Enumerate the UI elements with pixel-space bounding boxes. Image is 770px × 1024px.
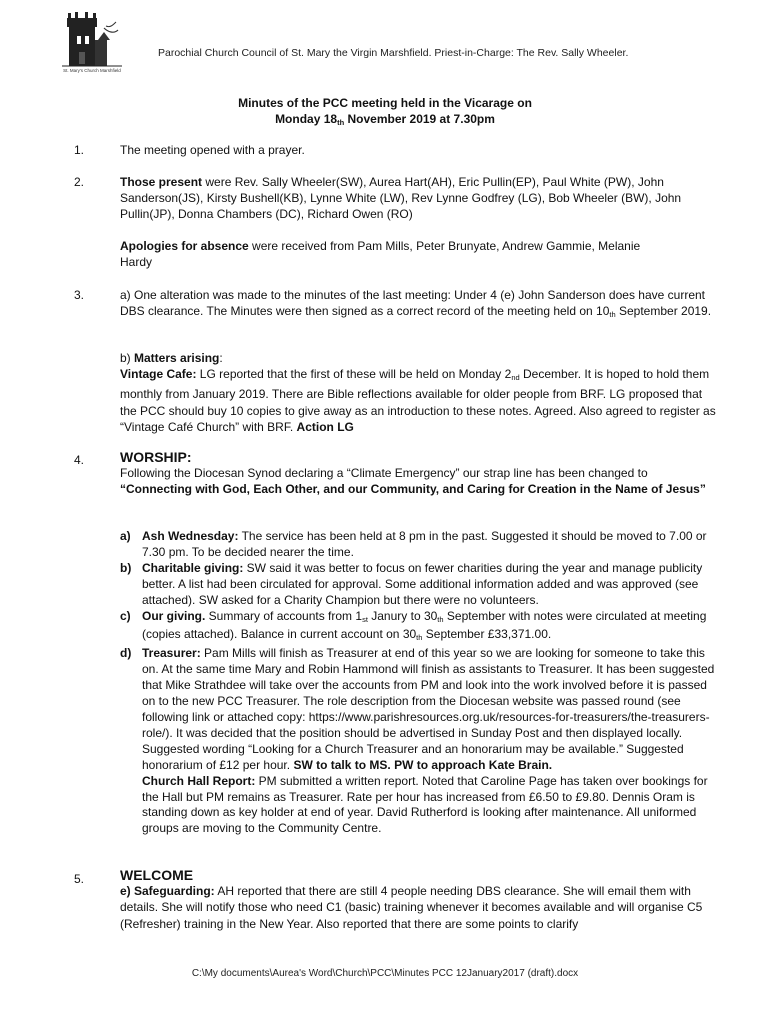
attendance-section <box>120 174 720 223</box>
document-title: Minutes of the PCC meeting held in the Vicarage on <box>238 96 532 110</box>
item-letter: d) <box>120 646 132 661</box>
church-tower-icon <box>60 8 124 68</box>
our-giving-text: Summary of accounts from 1 <box>205 608 363 623</box>
our-giving-text-4: September £33,371.00. <box>422 627 552 642</box>
matters-arising <box>120 350 720 435</box>
vintage-cafe-text-2: December. It is hoped to hold them monthly from January 2019. There are Bible reflections available for older people from BRF. LG proposed that the PCC should buy 10 copies to give away as an introduction to these notes. Agreed. Also agreed to register as “Vintage Café Church” with BRF. <box>120 367 716 434</box>
matters-label: Matters arising <box>134 351 220 365</box>
charitable-giving-label: Charitable giving: <box>142 560 244 575</box>
present-paragraph <box>120 174 720 223</box>
our-giving-label: Our giving. <box>142 608 206 623</box>
list-item <box>120 529 720 561</box>
worship-heading: WORSHIP: <box>120 449 192 465</box>
worship-items <box>120 529 720 837</box>
worship-section <box>120 449 720 498</box>
alteration-sup: th <box>609 310 616 320</box>
footer-file-path: C:\My documents\Aurea's Word\Church\PCC\Minutes PCC 12January2017 (draft).docx <box>191 968 579 979</box>
ash-wednesday-label: Ash Wednesday: <box>142 529 239 543</box>
item-letter: b) <box>120 560 132 575</box>
our-giving-sup: st <box>362 614 368 624</box>
meeting-date <box>0 110 770 132</box>
item-letter: a) <box>120 529 131 543</box>
item-number: 4. <box>74 453 85 467</box>
church-logo <box>60 8 124 76</box>
treasurer-text: Pam Mills will finish as Treasurer at end of this year so we are looking for someone to take this on. At the same time Mary and Robin Hammond will finish as assistants to Treasurer. It has been suggested that Mike Strathdee will take over the accounts from PM and look into the work involved before it is passed on to the new PCC Treasurer. The role description from the Diocesan website was passed round (see following link or attached copy: https://www.parishresources.org.uk/resources-for-treasurers/the-treasurers-role/). It was decided that the position should be advertised in Sunday Post and then displayed locally. Suggested wording “Looking for a Church Treasurer and an honorarium may be available.” Suggested honorarium of £12 per hour. <box>142 646 715 772</box>
vintage-cafe-text: LG reported that the first of these will be held on Monday 2 <box>196 367 512 382</box>
strapline: “Connecting with God, Each Other, and our Community, and Caring for Creation in the Name of Jesus” <box>120 482 706 497</box>
logo-caption: St. Mary's Church Marshfield <box>63 68 121 73</box>
meeting-date-sup: th <box>337 118 345 127</box>
treasurer-action: SW to talk to MS. PW to approach Kate Brain. <box>293 757 553 772</box>
opening-prayer-text: The meeting opened with a prayer. <box>120 143 305 157</box>
welcome-heading: WELCOME <box>120 867 194 883</box>
ash-wednesday-text: The service has been held at 8 pm in the past. Suggested it should be moved to 7.00 or 7.30 pm. To be decided nearer the time. <box>142 529 707 559</box>
church-hall-report <box>142 774 720 838</box>
meeting-date-text: Monday 18 <box>275 112 338 126</box>
apologies-section <box>120 238 660 270</box>
matters-colon: : <box>219 351 223 365</box>
safeguarding-paragraph <box>120 883 720 932</box>
our-giving-text-3: September with notes were circulated at meeting (copies attached). Balance in current account on 30 <box>142 608 707 642</box>
opening-prayer <box>120 142 720 158</box>
apologies-label: Apologies for absence <box>120 239 249 253</box>
present-label: Those present <box>120 175 203 189</box>
item-number: 5. <box>74 872 85 886</box>
our-giving-sup-3: th <box>416 633 423 643</box>
list-item <box>120 609 720 647</box>
charitable-giving-text: SW said it was better to focus on fewer charities during the year and manage publicity better. A list had been circulated for approval. Some additional information added and was approved (see attached). SW asked for a Charity Champion but there were no volunteers. <box>142 560 703 607</box>
matters-prefix: b) <box>120 351 135 365</box>
worship-intro: Following the Diocesan Synod declaring a “Climate Emergency” our strap line has been changed to <box>120 466 648 481</box>
vintage-cafe-label: Vintage Cafe: <box>120 367 197 382</box>
safeguarding-label: e) Safeguarding: <box>120 884 215 899</box>
apologies-paragraph <box>120 238 660 270</box>
alteration-end: September 2019. <box>615 304 712 319</box>
safeguarding-text: AH reported that there are still 4 people needing DBS clearance. She will email them with details. She will notify those who need C1 (basic) training whenever it becomes available and will organise C5 (Refresher) training in the New Year. Also reported that there are some points to clarify <box>120 884 703 931</box>
item-number: 2. <box>74 175 85 189</box>
header-text: Parochial Church Council of St. Mary the Virgin Marshfield. Priest-in-Charge: The Rev. Sally Wheeler. <box>158 47 629 59</box>
list-item <box>120 561 720 609</box>
item-number: 1. <box>74 143 85 157</box>
vintage-cafe-paragraph <box>120 366 720 435</box>
present-list: were Rev. Sally Wheeler(SW), Aurea Hart(AH), Eric Pullin(EP), Paul White (PW), John Sanderson(JS), Kirsty Bushell(KB), Lynne White (LW), Rev Lynne Godfrey (LG), Bob Wheeler (BW), John Pullin(JP), Donna Chambers (DC), Richard Owen (RO) <box>120 175 682 222</box>
our-giving-sup-2: th <box>437 614 444 624</box>
meeting-date-rest: November 2019 at 7.30pm <box>344 112 495 126</box>
action-label: Action LG <box>296 419 354 434</box>
church-hall-label: Church Hall Report: <box>142 773 256 788</box>
alteration-text: a) One alteration was made to the minutes of the last meeting: Under 4 (e) John Sanderson does have current DBS clearance. The Minutes were then signed as a correct record of the meeting held on 10 <box>120 288 705 319</box>
minutes-alteration-text <box>120 287 720 323</box>
treasurer-label: Treasurer: <box>142 646 201 661</box>
church-hall-text: PM submitted a written report. Noted that Caroline Page has taken over bookings for the Hall but PM remains as Treasurer. Rate per hour has increased from £6.50 to £9.80. Dennis Oram is standing down as key holder at end of year. David Rutherford is looking after maintenance. All uniformed groups are moving to the Community Centre. <box>142 773 708 836</box>
matters-arising-heading <box>120 350 720 366</box>
vintage-cafe-sup: nd <box>511 373 520 383</box>
list-item <box>120 646 720 837</box>
item-letter: c) <box>120 608 131 623</box>
apologies-list: were received from Pam Mills, Peter Brunyate, Andrew Gammie, Melanie Hardy <box>120 239 641 270</box>
welcome-section <box>120 867 720 932</box>
item-number: 3. <box>74 288 85 302</box>
our-giving-text-2: Janury to 30 <box>367 608 438 623</box>
minutes-alteration <box>120 287 720 323</box>
